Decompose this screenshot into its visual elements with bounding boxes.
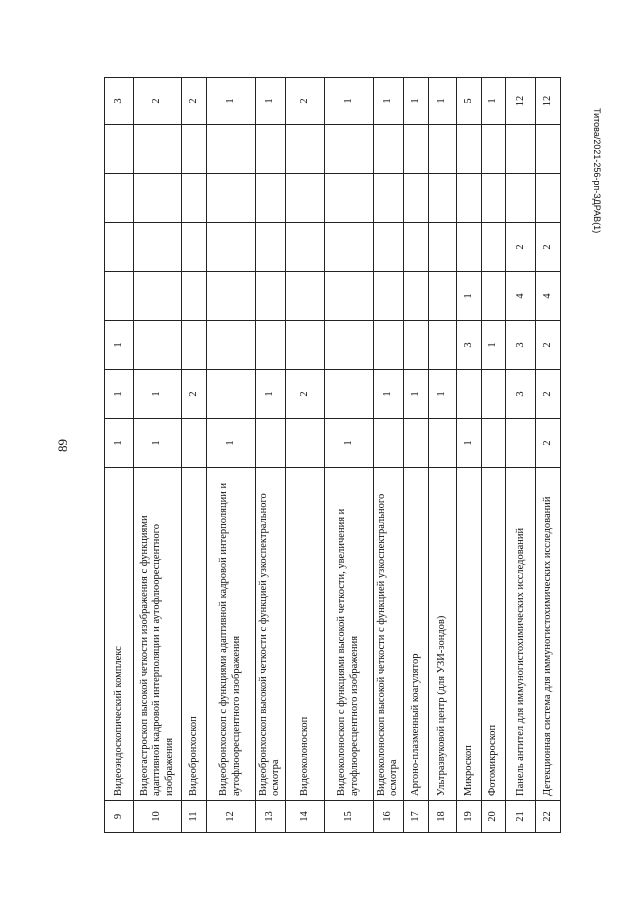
quantity-cell	[481, 223, 505, 272]
quantity-cell	[255, 125, 286, 174]
quantity-cell	[324, 272, 373, 321]
total-quantity-cell: 5	[457, 78, 481, 125]
table-row	[428, 78, 457, 833]
quantity-cell	[105, 174, 134, 223]
quantity-cell	[404, 174, 428, 223]
quantity-cell	[481, 174, 505, 223]
quantity-cell: 1	[105, 370, 134, 419]
quantity-cell: 2	[536, 370, 561, 419]
quantity-cell	[505, 125, 536, 174]
quantity-cell	[457, 125, 481, 174]
table-row	[105, 78, 134, 833]
quantity-cell	[373, 321, 404, 370]
quantity-cell	[105, 223, 134, 272]
equipment-name: Видеоколоноскоп высокой четкости с функцией узкоспектрального осмотра	[373, 468, 404, 801]
table-row	[133, 78, 182, 833]
equipment-name: Видеобронхоскоп высокой четкости с функцией узкоспектрального осмотра	[255, 468, 286, 801]
row-number: 17	[404, 801, 428, 833]
row-number: 19	[457, 801, 481, 833]
quantity-cell	[255, 223, 286, 272]
quantity-cell	[373, 125, 404, 174]
total-quantity-cell: 1	[255, 78, 286, 125]
quantity-cell	[505, 174, 536, 223]
quantity-cell: 1	[255, 370, 286, 419]
total-quantity-cell: 2	[286, 78, 325, 125]
quantity-cell	[428, 272, 457, 321]
total-quantity-cell: 1	[324, 78, 373, 125]
quantity-cell: 1	[133, 419, 182, 468]
quantity-cell	[105, 272, 134, 321]
quantity-cell	[404, 419, 428, 468]
quantity-cell: 1	[373, 370, 404, 419]
quantity-cell	[373, 419, 404, 468]
quantity-cell	[206, 321, 255, 370]
quantity-cell	[324, 223, 373, 272]
quantity-cell	[536, 174, 561, 223]
quantity-cell	[206, 370, 255, 419]
quantity-cell: 4	[505, 272, 536, 321]
table-row	[182, 78, 206, 833]
quantity-cell	[404, 223, 428, 272]
quantity-cell: 2	[536, 223, 561, 272]
page-number: 89	[55, 439, 70, 452]
total-quantity-cell: 12	[505, 78, 536, 125]
equipment-name: Аргоно-плазменный коагулятор	[404, 468, 428, 801]
total-quantity-cell: 12	[536, 78, 561, 125]
quantity-cell	[481, 370, 505, 419]
total-quantity-cell: 3	[105, 78, 134, 125]
quantity-cell	[206, 125, 255, 174]
quantity-cell	[255, 419, 286, 468]
quantity-cell: 3	[505, 321, 536, 370]
quantity-cell	[428, 419, 457, 468]
quantity-cell	[404, 321, 428, 370]
equipment-name: Видеоколоноскоп	[286, 468, 325, 801]
total-quantity-cell: 1	[206, 78, 255, 125]
quantity-cell	[324, 370, 373, 419]
total-quantity-cell: 2	[182, 78, 206, 125]
table-row	[536, 78, 561, 833]
table-row	[373, 78, 404, 833]
quantity-cell	[324, 125, 373, 174]
quantity-cell	[286, 223, 325, 272]
quantity-cell: 1	[105, 321, 134, 370]
quantity-cell: 2	[182, 370, 206, 419]
quantity-cell	[428, 321, 457, 370]
quantity-cell	[457, 370, 481, 419]
quantity-cell: 2	[536, 321, 561, 370]
row-number: 16	[373, 801, 404, 833]
quantity-cell	[206, 272, 255, 321]
row-number: 10	[133, 801, 182, 833]
quantity-cell	[404, 125, 428, 174]
quantity-cell	[457, 174, 481, 223]
row-number: 9	[105, 801, 134, 833]
quantity-cell	[481, 419, 505, 468]
quantity-cell: 1	[206, 419, 255, 468]
quantity-cell: 1	[133, 370, 182, 419]
quantity-cell	[457, 223, 481, 272]
equipment-name: Видеобронхоскоп с функциями адаптивной кадровой интерполяции и аутофлюоресцентного изображения	[206, 468, 255, 801]
quantity-cell	[428, 223, 457, 272]
document-id: Титова/2021-256-рп-ЗДРАВ(1)	[592, 108, 602, 234]
quantity-cell	[286, 125, 325, 174]
table-row	[255, 78, 286, 833]
quantity-cell	[255, 272, 286, 321]
quantity-cell	[286, 272, 325, 321]
equipment-name: Ультразвуковой центр (для УЗИ-зондов)	[428, 468, 457, 801]
quantity-cell	[105, 125, 134, 174]
quantity-cell: 1	[324, 419, 373, 468]
row-number: 14	[286, 801, 325, 833]
quantity-cell	[133, 125, 182, 174]
table-row	[505, 78, 536, 833]
quantity-cell: 4	[536, 272, 561, 321]
equipment-name: Панель антител для иммуногистохимических исследований	[505, 468, 536, 801]
equipment-name: Видеогастроскоп высокой четкости изображения с функциями адаптивной кадровой интерполяции и аутофлюоресцентного изображения	[133, 468, 182, 801]
total-quantity-cell: 1	[404, 78, 428, 125]
equipment-name: Микроскоп	[457, 468, 481, 801]
quantity-cell	[133, 223, 182, 272]
row-number: 13	[255, 801, 286, 833]
quantity-cell	[428, 125, 457, 174]
quantity-cell	[373, 223, 404, 272]
quantity-cell	[373, 174, 404, 223]
quantity-cell	[428, 174, 457, 223]
quantity-cell: 3	[505, 370, 536, 419]
quantity-cell	[286, 174, 325, 223]
quantity-cell	[536, 125, 561, 174]
row-number: 12	[206, 801, 255, 833]
equipment-table	[104, 77, 561, 833]
table-row	[404, 78, 428, 833]
equipment-name: Видеоколоноскоп с функциями высокой четкости, увеличения и аутофлюоресцентного изображения	[324, 468, 373, 801]
equipment-name: Фотомикроскоп	[481, 468, 505, 801]
total-quantity-cell: 1	[373, 78, 404, 125]
row-number: 15	[324, 801, 373, 833]
quantity-cell	[255, 321, 286, 370]
row-number: 11	[182, 801, 206, 833]
quantity-cell	[182, 272, 206, 321]
quantity-cell	[505, 419, 536, 468]
quantity-cell	[182, 321, 206, 370]
quantity-cell: 3	[457, 321, 481, 370]
quantity-cell	[182, 174, 206, 223]
total-quantity-cell: 2	[133, 78, 182, 125]
quantity-cell	[286, 419, 325, 468]
table-container	[104, 78, 561, 833]
equipment-name: Видеобронхоскоп	[182, 468, 206, 801]
total-quantity-cell: 1	[481, 78, 505, 125]
quantity-cell	[133, 272, 182, 321]
quantity-cell: 1	[457, 272, 481, 321]
quantity-cell	[133, 321, 182, 370]
quantity-cell: 2	[536, 419, 561, 468]
quantity-cell: 1	[457, 419, 481, 468]
table-row	[324, 78, 373, 833]
quantity-cell	[286, 321, 325, 370]
quantity-cell: 1	[404, 370, 428, 419]
quantity-cell	[324, 174, 373, 223]
table-row	[286, 78, 325, 833]
table-row	[457, 78, 481, 833]
quantity-cell	[481, 272, 505, 321]
quantity-cell	[206, 174, 255, 223]
quantity-cell: 2	[505, 223, 536, 272]
equipment-name: Видеоэндоскопический комплекс	[105, 468, 134, 801]
quantity-cell: 2	[286, 370, 325, 419]
quantity-cell	[182, 419, 206, 468]
quantity-cell: 1	[428, 370, 457, 419]
equipment-name: Детекционная система для иммуногистохимических исследований	[536, 468, 561, 801]
quantity-cell	[255, 174, 286, 223]
quantity-cell	[182, 223, 206, 272]
quantity-cell	[324, 321, 373, 370]
quantity-cell: 1	[481, 321, 505, 370]
quantity-cell	[404, 272, 428, 321]
quantity-cell	[133, 174, 182, 223]
table-row	[206, 78, 255, 833]
total-quantity-cell: 1	[428, 78, 457, 125]
table-row	[481, 78, 505, 833]
quantity-cell: 1	[105, 419, 134, 468]
row-number: 21	[505, 801, 536, 833]
row-number: 22	[536, 801, 561, 833]
quantity-cell	[182, 125, 206, 174]
quantity-cell	[373, 272, 404, 321]
quantity-cell	[481, 125, 505, 174]
row-number: 20	[481, 801, 505, 833]
row-number: 18	[428, 801, 457, 833]
quantity-cell	[206, 223, 255, 272]
